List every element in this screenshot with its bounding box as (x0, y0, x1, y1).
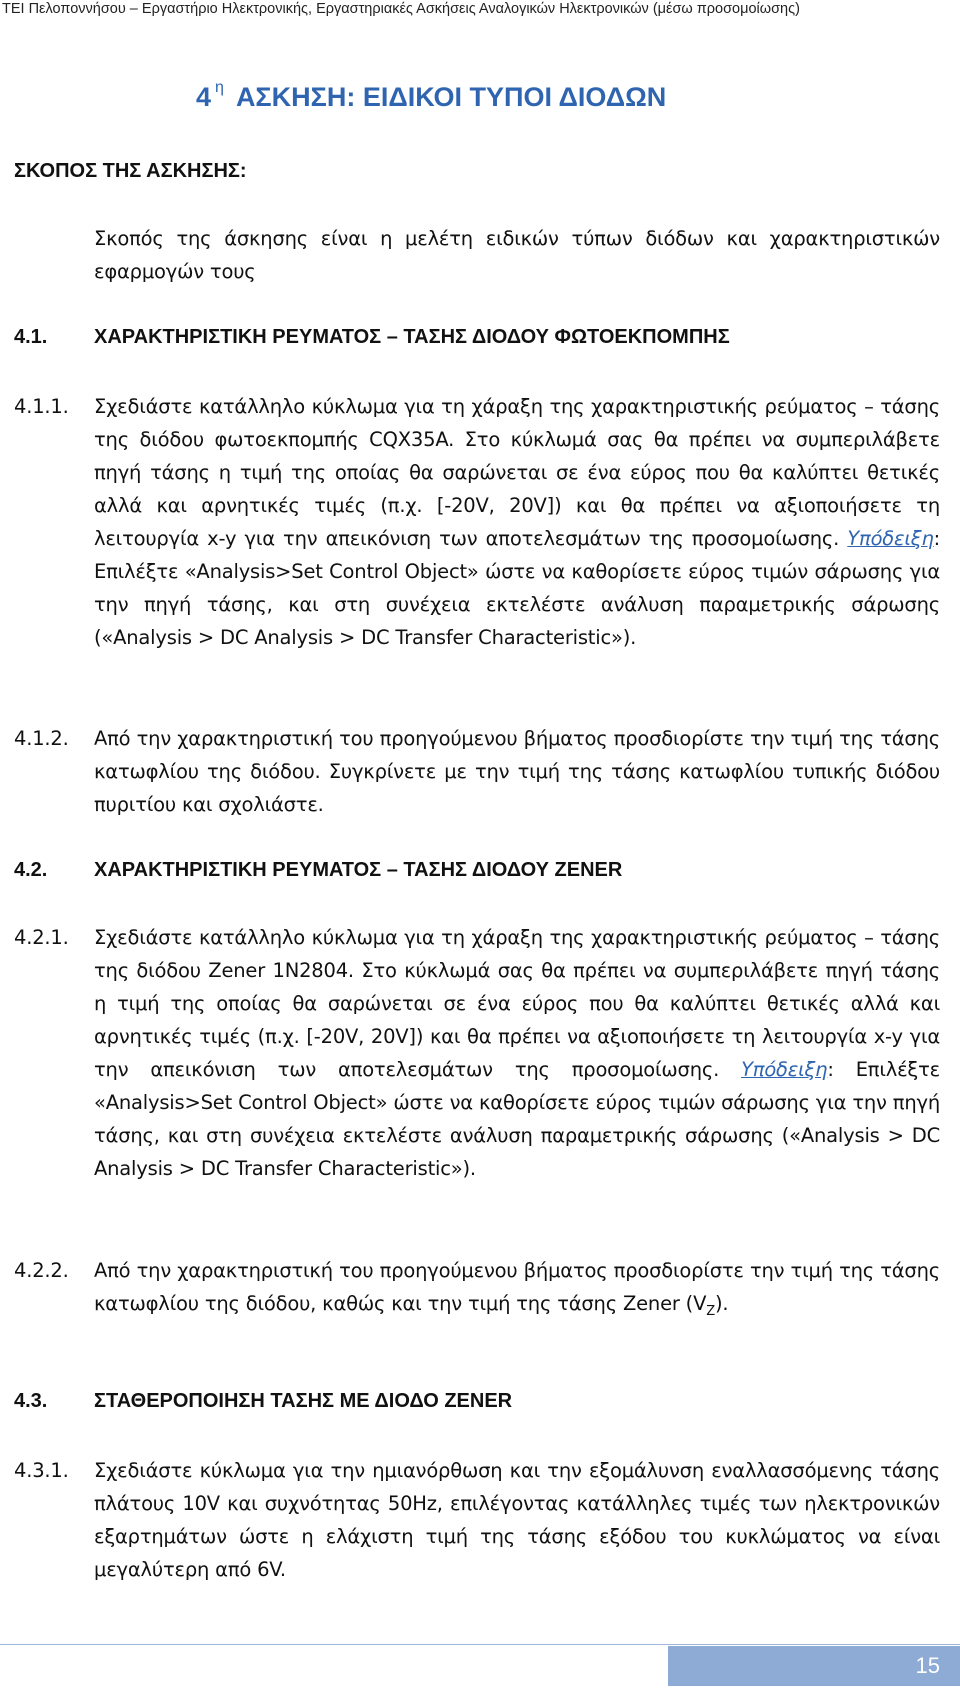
item-tail: ). (714, 1292, 729, 1315)
item-text-4-2-2 (94, 1254, 940, 1328)
item-text-a: Σχεδιάστε κατάλληλο κύκλωμα για τη χάραξη της χαρακτηριστικής ρεύματος – τάσης της διόδου Zener 1N2804. Στο κύκλωμά σας θα πρέπει να συμπεριλάβετε πηγή τάσης η τιμή της οποίας θα σαρώνεται σε ένα εύρος που θα καλύπτει θετικές αλλά και αρνητικές τιμές (π.χ. [-20V, 20V]) και θα πρέπει να αξιοποιήσετε τη λειτουργία x-y για την απεικόνιση των αποτελεσμάτων της προσομοίωσης. (94, 926, 940, 1081)
section-4-3 (14, 1390, 512, 1413)
section-number: 4.3. (14, 1390, 48, 1412)
hint-label: Υπόδειξη (741, 1058, 828, 1081)
item-text-4-1-1 (94, 390, 940, 654)
item-number-4-2-2: 4.2.2. (14, 1259, 69, 1282)
section-title: ΣΤΑΘΕΡΟΠΟΙΗΣΗ ΤΑΣΗΣ ΜΕ ΔΙΟΔΟ ZENER (94, 1390, 513, 1412)
item-text-b: : Επιλέξτε «Analysis>Set Control Object» ώστε να καθορίσετε εύρος τιμών σάρωσης για την πηγή τάσης, και στη συνέχεια εκτελέστε ανάλυση παραμετρικής σάρωσης («Analysis > DC Analysis > DC Transfer Characteristic»). (94, 527, 940, 649)
item-number-4-3-1: 4.3.1. (14, 1459, 69, 1482)
section-4-2 (14, 859, 622, 882)
item-number-4-1-1: 4.1.1. (14, 395, 69, 418)
title-sup: η (215, 79, 224, 96)
page-title (196, 79, 667, 113)
page-header: ΤΕΙ Πελοποννήσου – Εργαστήριο Ηλεκτρονικής, Εργαστηριακές Ασκήσεις Αναλογικών Ηλεκτρονικών (μέσω προσομοίωσης) (2, 1, 800, 17)
subscript: Z (706, 1303, 715, 1319)
hint-label: Υπόδειξη (847, 527, 934, 550)
item-text-4-1-2: Από την χαρακτηριστική του προηγούμενου βήματος προσδιορίστε την τιμή της τάσης κατωφλίου της διόδου. Συγκρίνετε με την τιμή της τάσης κατωφλίου τυπικής διόδου πυριτίου και σχολιάστε. (94, 727, 940, 816)
item-text-a: Σχεδιάστε κατάλληλο κύκλωμα για τη χάραξη της χαρακτηριστικής ρεύματος – τάσης της διόδου φωτοεκπομπής CQX35A. Στο κύκλωμά σας θα πρέπει να συμπεριλάβετε πηγή τάσης η τιμή της οποίας θα σαρώνεται σε ένα εύρος που θα καλύπτει θετικές αλλά και αρνητικές τιμές (π.χ. [-20V, 20V]) και θα πρέπει να αξιοποιήσετε τη λειτουργία x-y για την απεικόνιση των αποτελεσμάτων της προσομοίωσης. (94, 395, 940, 550)
item-number-4-2-1: 4.2.1. (14, 926, 69, 949)
purpose-heading: ΣΚΟΠΟΣ ΤΗΣ ΑΣΚΗΣΗΣ: (14, 160, 247, 182)
title-number: 4 (196, 82, 212, 112)
section-number: 4.1. (14, 326, 48, 348)
section-title: ΧΑΡΑΚΤΗΡΙΣΤΙΚΗ ΡΕΥΜΑΤΟΣ – ΤΑΣΗΣ ΔΙΟΔΟΥ ΦΩΤΟΕΚΠΟΜΠΗΣ (94, 326, 730, 348)
footer-divider (0, 1644, 960, 1645)
page-number: 15 (668, 1646, 960, 1686)
section-number: 4.2. (14, 859, 48, 881)
item-text: Από την χαρακτηριστική του προηγούμενου βήματος προσδιορίστε την τιμή της τάσης κατωφλίου της διόδου, καθώς και την τιμή της τάσης Zener (V (94, 1259, 940, 1315)
item-text-b: : Επιλέξτε «Analysis>Set Control Object» ώστε να καθορίσετε εύρος τιμών σάρωσης για την πηγή τάσης, και στη συνέχεια εκτελέστε ανάλυση παραμετρικής σάρωσης («Analysis > DC Analysis > DC Transfer Characteristic»). (94, 1058, 940, 1180)
section-4-1 (14, 326, 730, 349)
item-number-4-1-2: 4.1.2. (14, 727, 69, 750)
section-title: ΧΑΡΑΚΤΗΡΙΣΤΙΚΗ ΡΕΥΜΑΤΟΣ – ΤΑΣΗΣ ΔΙΟΔΟΥ ZENER (94, 859, 623, 881)
title-text: ΑΣΚΗΣΗ: ΕΙΔΙΚΟΙ ΤΥΠΟΙ ΔΙΟΔΩΝ (235, 82, 667, 112)
item-text-4-3-1: Σχεδιάστε κύκλωμα για την ημιανόρθωση και την εξομάλυνση εναλλασσόμενης τάσης πλάτους 10V και συχνότητας 50Hz, επιλέγοντας κατάλληλες τιμές των ηλεκτρονικών εξαρτημάτων ώστε η ελάχιστη τιμή της τάσης εξόδου του κυκλώματος να είναι μεγαλύτερη από 6V. (94, 1459, 940, 1581)
item-text-4-2-1 (94, 921, 940, 1185)
purpose-text: Σκοπός της άσκησης είναι η μελέτη ειδικών τύπων διόδων και χαρακτηριστικών εφαρμογών τους (94, 227, 940, 283)
